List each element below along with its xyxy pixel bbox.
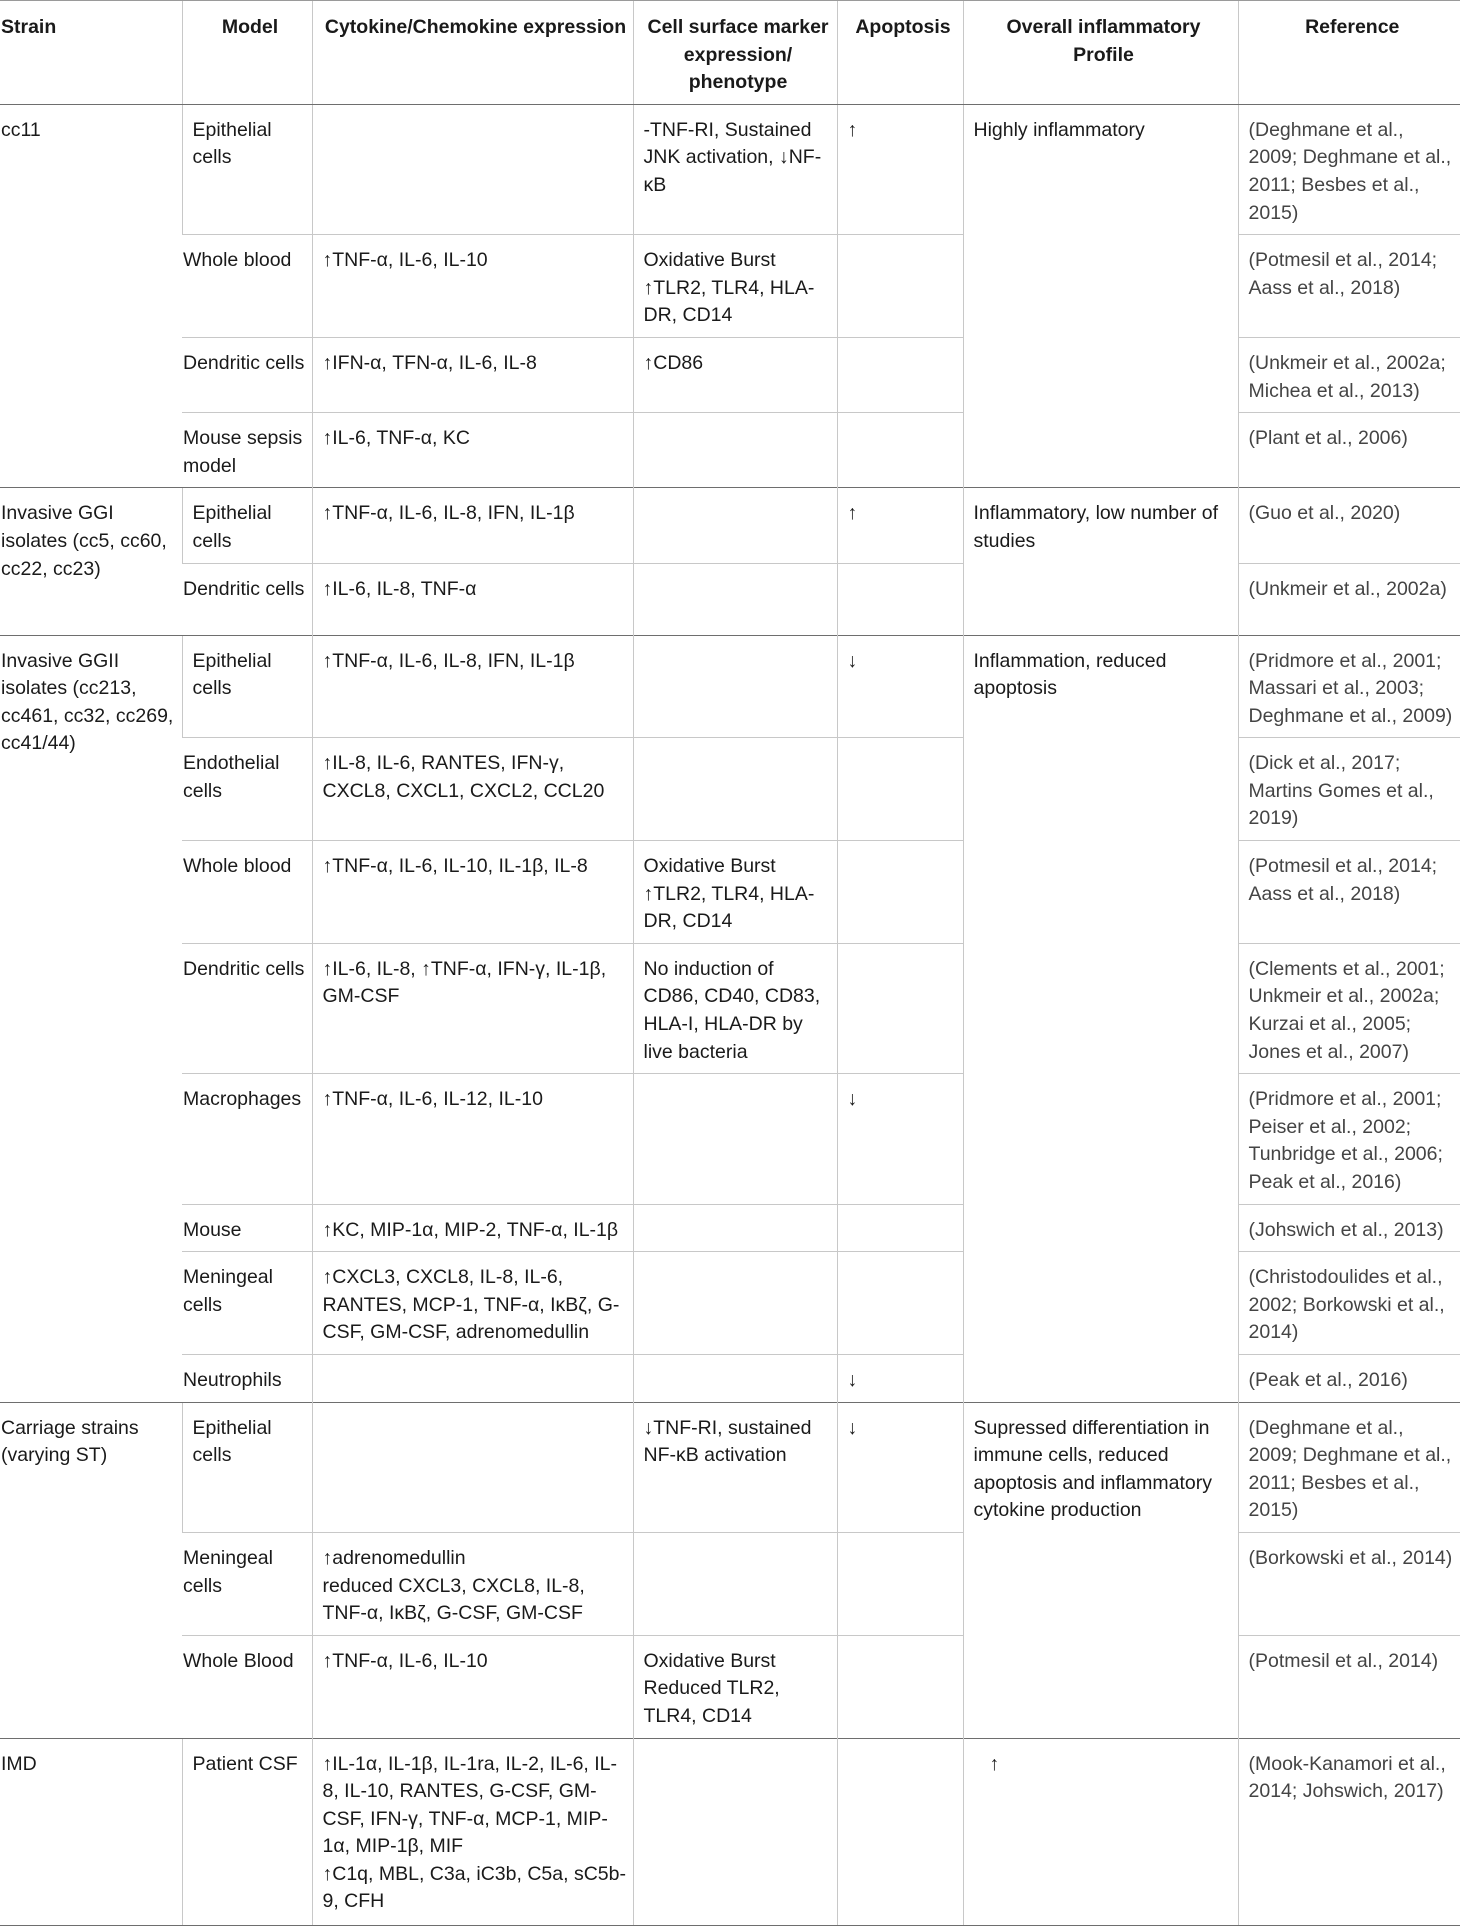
model-cell: Dendritic cells	[182, 943, 312, 1073]
cytokine-cell: ↑IL-6, TNF-α, KC	[312, 413, 633, 488]
surface-cell	[633, 1354, 837, 1402]
strain-cell: Invasive GGI isolates (cc5, cc60, cc22, cc23)	[0, 488, 182, 635]
cytokine-cell: ↑TNF-α, IL-6, IL-8, IFN, IL-1β	[312, 488, 633, 563]
model-cell: Whole blood	[182, 235, 312, 338]
table-row	[0, 104, 1460, 234]
table-row	[0, 235, 1460, 338]
surface-cell	[633, 1738, 837, 1925]
surface-cell	[633, 413, 837, 488]
surface-cell: Oxidative Burst ↑TLR2, TLR4, HLA-DR, CD14	[633, 235, 837, 338]
surface-cell	[633, 738, 837, 841]
reference-cell: (Deghmane et al., 2009; Deghmane et al., 2011; Besbes et al., 2015)	[1238, 1402, 1460, 1532]
model-cell: Patient CSF	[182, 1738, 312, 1925]
cytokine-cell	[312, 1532, 633, 1635]
reference-cell: (Unkmeir et al., 2002a)	[1238, 563, 1460, 635]
header-strain: Strain	[0, 1, 182, 105]
model-cell: Epithelial cells	[182, 488, 312, 563]
reference-cell: (Pridmore et al., 2001; Peiser et al., 2002; Tunbridge et al., 2006; Peak et al., 2016)	[1238, 1074, 1460, 1204]
cytokine-cell: ↑TNF-α, IL-6, IL-8, IFN, IL-1β	[312, 635, 633, 738]
surface-cell: ↑CD86	[633, 337, 837, 412]
apoptosis-cell	[837, 1252, 963, 1355]
header-model: Model	[182, 1, 312, 105]
table-row	[0, 488, 1460, 563]
model-cell: Macrophages	[182, 1074, 312, 1204]
surface-cell	[633, 1074, 837, 1204]
model-cell: Epithelial cells	[182, 104, 312, 234]
cytokine-cell: ↑KC, MIP-1α, MIP-2, TNF-α, IL-1β	[312, 1204, 633, 1252]
surface-cell	[633, 635, 837, 738]
apoptosis-cell	[837, 943, 963, 1073]
reference-cell: (Potmesil et al., 2014)	[1238, 1635, 1460, 1738]
reference-cell: (Mook-Kanamori et al., 2014; Johswich, 2017)	[1238, 1738, 1460, 1925]
apoptosis-cell	[837, 413, 963, 488]
reference-cell: (Peak et al., 2016)	[1238, 1354, 1460, 1402]
surface-cell: Oxidative Burst Reduced TLR2, TLR4, CD14	[633, 1635, 837, 1738]
apoptosis-cell	[837, 563, 963, 635]
cytokine-cell	[312, 1738, 633, 1925]
reference-cell: (Plant et al., 2006)	[1238, 413, 1460, 488]
profile-cell: ↑	[963, 1738, 1238, 1925]
table-row	[0, 1354, 1460, 1402]
apoptosis-cell: ↓	[837, 635, 963, 738]
model-cell: Epithelial cells	[182, 635, 312, 738]
surface-cell	[633, 1204, 837, 1252]
reference-cell: (Dick et al., 2017; Martins Gomes et al., 2019)	[1238, 738, 1460, 841]
surface-cell: -TNF-RI, Sustained JNK activation, ↓NF-κB	[633, 104, 837, 234]
table-row	[0, 563, 1460, 635]
cytokine-cell	[312, 104, 633, 234]
table-row	[0, 635, 1460, 738]
cytokine-line: ↑C1q, MBL, C3a, iC3b, C5a, sC5b-9, CFH	[322, 1862, 626, 1913]
model-cell: Endothelial cells	[182, 738, 312, 841]
surface-cell	[633, 1532, 837, 1635]
table-row	[0, 1635, 1460, 1738]
header-row	[0, 1, 1460, 105]
apoptosis-cell	[837, 1532, 963, 1635]
cytokine-cell: ↑IL-6, IL-8, TNF-α	[312, 563, 633, 635]
model-cell: Neutrophils	[182, 1354, 312, 1402]
strain-cell: IMD	[0, 1738, 182, 1925]
reference-cell: (Johswich et al., 2013)	[1238, 1204, 1460, 1252]
apoptosis-cell	[837, 1635, 963, 1738]
profile-cell: Inflammation, reduced apoptosis	[963, 635, 1238, 1402]
surface-cell	[633, 488, 837, 563]
apoptosis-cell	[837, 841, 963, 944]
strain-cell: Carriage strains (varying ST)	[0, 1402, 182, 1738]
table-row	[0, 1074, 1460, 1204]
surface-cell: Oxidative Burst ↑TLR2, TLR4, HLA-DR, CD14	[633, 841, 837, 944]
profile-cell: Supressed differentiation in immune cells, reduced apoptosis and inflammatory cytokine production	[963, 1402, 1238, 1738]
model-cell: Meningeal cells	[182, 1252, 312, 1355]
apoptosis-cell: ↓	[837, 1402, 963, 1532]
apoptosis-cell	[837, 1204, 963, 1252]
profile-cell: Highly inflammatory	[963, 104, 1238, 488]
reference-cell: (Potmesil et al., 2014; Aass et al., 2018)	[1238, 841, 1460, 944]
reference-cell: (Christodoulides et al., 2002; Borkowski et al., 2014)	[1238, 1252, 1460, 1355]
model-cell: Dendritic cells	[182, 337, 312, 412]
cytokine-cell: ↑TNF-α, IL-6, IL-10	[312, 1635, 633, 1738]
model-cell: Whole Blood	[182, 1635, 312, 1738]
table-row	[0, 1252, 1460, 1355]
cytokine-line: ↑IL-1α, IL-1β, IL-1ra, IL-2, IL-6, IL-8, IL-10, RANTES, G-CSF, GM-CSF, IFN-γ, TNF-α, MCP-1, MIP-1α, MIP-1β, MIF	[322, 1752, 618, 1858]
apoptosis-cell	[837, 235, 963, 338]
cytokine-cell	[312, 1354, 633, 1402]
cytokine-cell: ↑IFN-α, TFN-α, IL-6, IL-8	[312, 337, 633, 412]
reference-cell: (Clements et al., 2001; Unkmeir et al., 2002a; Kurzai et al., 2005; Jones et al., 2007)	[1238, 943, 1460, 1073]
table-row	[0, 738, 1460, 841]
header-apoptosis: Apoptosis	[837, 1, 963, 105]
reference-cell: (Guo et al., 2020)	[1238, 488, 1460, 563]
table-row	[0, 943, 1460, 1073]
profile-cell: Inflammatory, low number of studies	[963, 488, 1238, 635]
apoptosis-cell: ↑	[837, 488, 963, 563]
cytokine-cell: ↑CXCL3, CXCL8, IL-8, IL-6, RANTES, MCP-1, TNF-α, IκBζ, G-CSF, GM-CSF, adrenomedullin	[312, 1252, 633, 1355]
apoptosis-cell	[837, 738, 963, 841]
reference-cell: (Pridmore et al., 2001; Massari et al., 2003; Deghmane et al., 2009)	[1238, 635, 1460, 738]
table-row	[0, 1532, 1460, 1635]
apoptosis-cell: ↓	[837, 1074, 963, 1204]
model-cell: Meningeal cells	[182, 1532, 312, 1635]
cytokine-cell: ↑TNF-α, IL-6, IL-10, IL-1β, IL-8	[312, 841, 633, 944]
strain-cell: cc11	[0, 104, 182, 488]
cytokine-cell	[312, 1402, 633, 1532]
apoptosis-cell	[837, 337, 963, 412]
model-cell: Dendritic cells	[182, 563, 312, 635]
model-cell: Mouse	[182, 1204, 312, 1252]
table-row	[0, 841, 1460, 944]
reference-cell: (Unkmeir et al., 2002a; Michea et al., 2013)	[1238, 337, 1460, 412]
table-row	[0, 1204, 1460, 1252]
surface-cell: No induction of CD86, CD40, CD83, HLA-I, HLA-DR by live bacteria	[633, 943, 837, 1073]
model-cell: Mouse sepsis model	[182, 413, 312, 488]
apoptosis-cell: ↓	[837, 1354, 963, 1402]
cytokine-line: reduced CXCL3, CXCL8, IL-8, TNF-α, IκBζ, G-CSF, GM-CSF	[322, 1574, 585, 1625]
surface-cell	[633, 563, 837, 635]
reference-cell: (Borkowski et al., 2014)	[1238, 1532, 1460, 1635]
surface-cell	[633, 1252, 837, 1355]
header-cytokine: Cytokine/Chemokine expression	[312, 1, 633, 105]
surface-cell: ↓TNF-RI, sustained NF-κB activation	[633, 1402, 837, 1532]
table-row	[0, 1402, 1460, 1532]
reference-cell: (Potmesil et al., 2014; Aass et al., 2018)	[1238, 235, 1460, 338]
table-row	[0, 337, 1460, 412]
header-profile: Overall inflammatory Profile	[963, 1, 1238, 105]
table-row	[0, 1738, 1460, 1925]
cytokine-cell: ↑TNF-α, IL-6, IL-12, IL-10	[312, 1074, 633, 1204]
cytokine-line: ↑adrenomedullin	[322, 1546, 466, 1569]
header-reference: Reference	[1238, 1, 1460, 105]
header-surface-marker: Cell surface marker expression/ phenotype	[633, 1, 837, 105]
model-cell: Epithelial cells	[182, 1402, 312, 1532]
apoptosis-cell: ↑	[837, 104, 963, 234]
cytokine-cell: ↑TNF-α, IL-6, IL-10	[312, 235, 633, 338]
cytokine-cell: ↑IL-6, IL-8, ↑TNF-α, IFN-γ, IL-1β, GM-CSF	[312, 943, 633, 1073]
reference-cell: (Deghmane et al., 2009; Deghmane et al., 2011; Besbes et al., 2015)	[1238, 104, 1460, 234]
cytokine-cell: ↑IL-8, IL-6, RANTES, IFN-γ, CXCL8, CXCL1, CXCL2, CCL20	[312, 738, 633, 841]
strain-cell: Invasive GGII isolates (cc213, cc461, cc32, cc269, cc41/44)	[0, 635, 182, 1402]
apoptosis-cell	[837, 1738, 963, 1925]
table-row	[0, 413, 1460, 488]
model-cell: Whole blood	[182, 841, 312, 944]
